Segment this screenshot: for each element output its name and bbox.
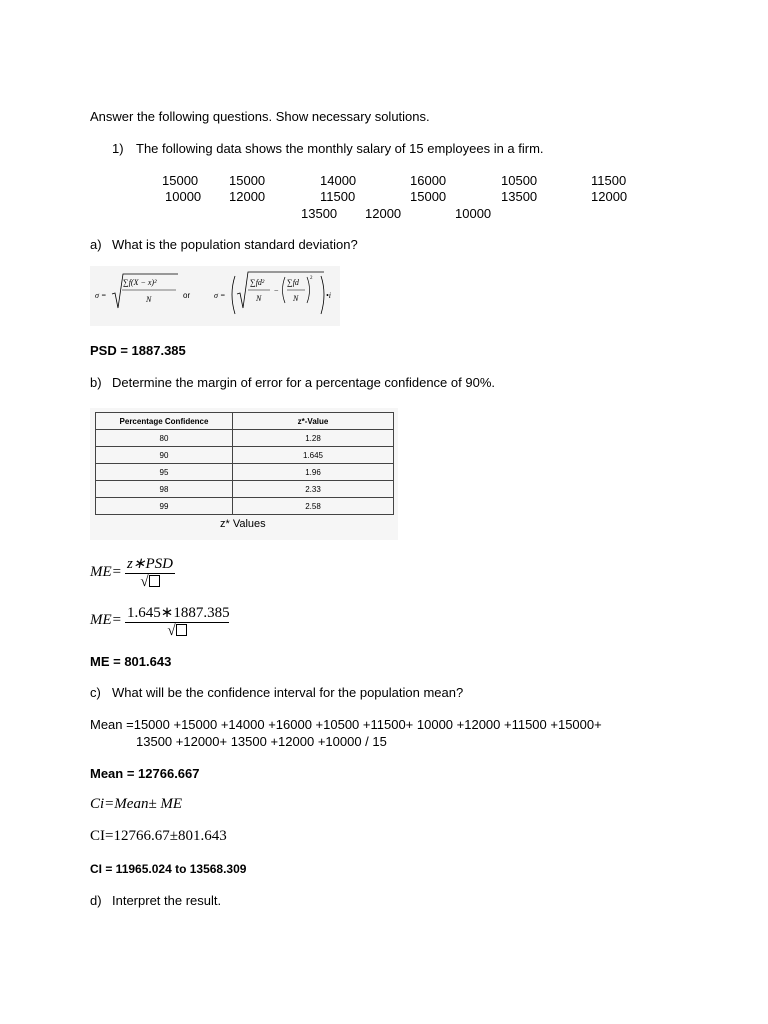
formula-fd2: ∑fd² — [250, 278, 265, 287]
table-header: z*-Value — [233, 413, 394, 430]
me-answer: ME = 801.643 — [90, 654, 172, 669]
formula-N: N — [256, 294, 262, 303]
salary-value: 12000 — [229, 189, 266, 204]
standard-deviation-formula — [90, 266, 340, 326]
question-d-text: Interpret the result. — [112, 893, 222, 908]
table-cell: 1.28 — [233, 430, 394, 447]
table-row — [96, 430, 394, 447]
me-formula-lhs: ME= — [90, 564, 122, 580]
table-row — [96, 464, 394, 481]
me-substituted-denominator: √ — [125, 623, 229, 640]
svg-text:2: 2 — [310, 276, 313, 281]
question-d-label: d) — [90, 893, 102, 908]
salary-value: 12000 — [365, 206, 402, 221]
me-formula-substituted-fraction — [125, 603, 229, 640]
table-caption: z* Values — [220, 518, 266, 530]
salary-value: 15000 — [162, 173, 199, 188]
table-cell: 2.58 — [233, 498, 394, 515]
formula-i: •i — [326, 291, 332, 300]
formula-sigma: σ = — [214, 291, 226, 300]
me-formula-fraction — [125, 554, 175, 591]
salary-value: 11500 — [591, 173, 627, 188]
formula-N: N — [293, 294, 299, 303]
ci-answer: CI = 11965.024 to 13568.309 — [90, 862, 247, 876]
formula-N: N — [146, 295, 152, 304]
salary-value: 15000 — [229, 173, 266, 188]
salary-value: 12000 — [591, 189, 628, 204]
salary-value: 14000 — [320, 173, 357, 188]
table-row — [96, 481, 394, 498]
placeholder-box — [149, 575, 160, 587]
mean-calculation-line-1: Mean =15000 +15000 +14000 +16000 +10500 +11500+ 10000 +12000 +11500 +15000+ — [90, 717, 602, 732]
table-row — [96, 498, 394, 515]
table-cell: 1.645 — [233, 447, 394, 464]
table-cell: 80 — [96, 430, 233, 447]
ci-formula-substituted: CI=12766.67±801.643 — [90, 828, 227, 844]
question-1-number: 1) — [112, 141, 124, 156]
salary-value: 13500 — [501, 189, 538, 204]
table-header: Percentage Confidence — [96, 413, 233, 430]
formula-fd: ∑fd — [287, 278, 299, 287]
salary-value: 13500 — [301, 206, 338, 221]
formula-or: or — [183, 291, 191, 300]
salary-value: 15000 — [410, 189, 447, 204]
question-a-label: a) — [90, 237, 102, 252]
question-b-label: b) — [90, 375, 102, 390]
question-b-text: Determine the margin of error for a percentage confidence of 90%. — [112, 375, 495, 390]
salary-value: 11500 — [320, 189, 356, 204]
table-cell: 2.33 — [233, 481, 394, 498]
mean-calculation-line-2: 13500 +12000+ 13500 +12000 +10000 / 15 — [136, 734, 387, 749]
formula-minus: − — [274, 286, 279, 295]
table-cell: 95 — [96, 464, 233, 481]
salary-value: 10500 — [501, 173, 538, 188]
me-substituted-numerator: 1.645∗1887.385 — [127, 605, 230, 621]
question-c-label: c) — [90, 685, 101, 700]
table-cell: 98 — [96, 481, 233, 498]
me-formula-substituted-lhs: ME= — [90, 612, 122, 628]
table-cell: 1.96 — [233, 464, 394, 481]
z-values-table — [95, 412, 394, 515]
question-a-text: What is the population standard deviation? — [112, 237, 358, 252]
table-row — [96, 447, 394, 464]
instructions: Answer the following questions. Show necessary solutions. — [90, 109, 430, 124]
placeholder-box — [176, 624, 187, 636]
table-cell: 99 — [96, 498, 233, 515]
formula-numerator: ∑f(X − x)² — [123, 278, 157, 287]
salary-value: 10000 — [455, 206, 492, 221]
salary-value: 10000 — [165, 189, 202, 204]
psd-answer: PSD = 1887.385 — [90, 343, 186, 358]
salary-value: 16000 — [410, 173, 447, 188]
question-1-text: The following data shows the monthly salary of 15 employees in a firm. — [136, 141, 544, 156]
ci-formula: Ci=Mean± ME — [90, 796, 183, 812]
question-c-text: What will be the confidence interval for the population mean? — [112, 685, 464, 700]
table-cell: 90 — [96, 447, 233, 464]
me-numerator: z∗PSD — [125, 554, 175, 574]
mean-answer: Mean = 12766.667 — [90, 766, 200, 781]
formula-sigma: σ = — [95, 291, 107, 300]
me-denominator: √ — [125, 574, 175, 591]
